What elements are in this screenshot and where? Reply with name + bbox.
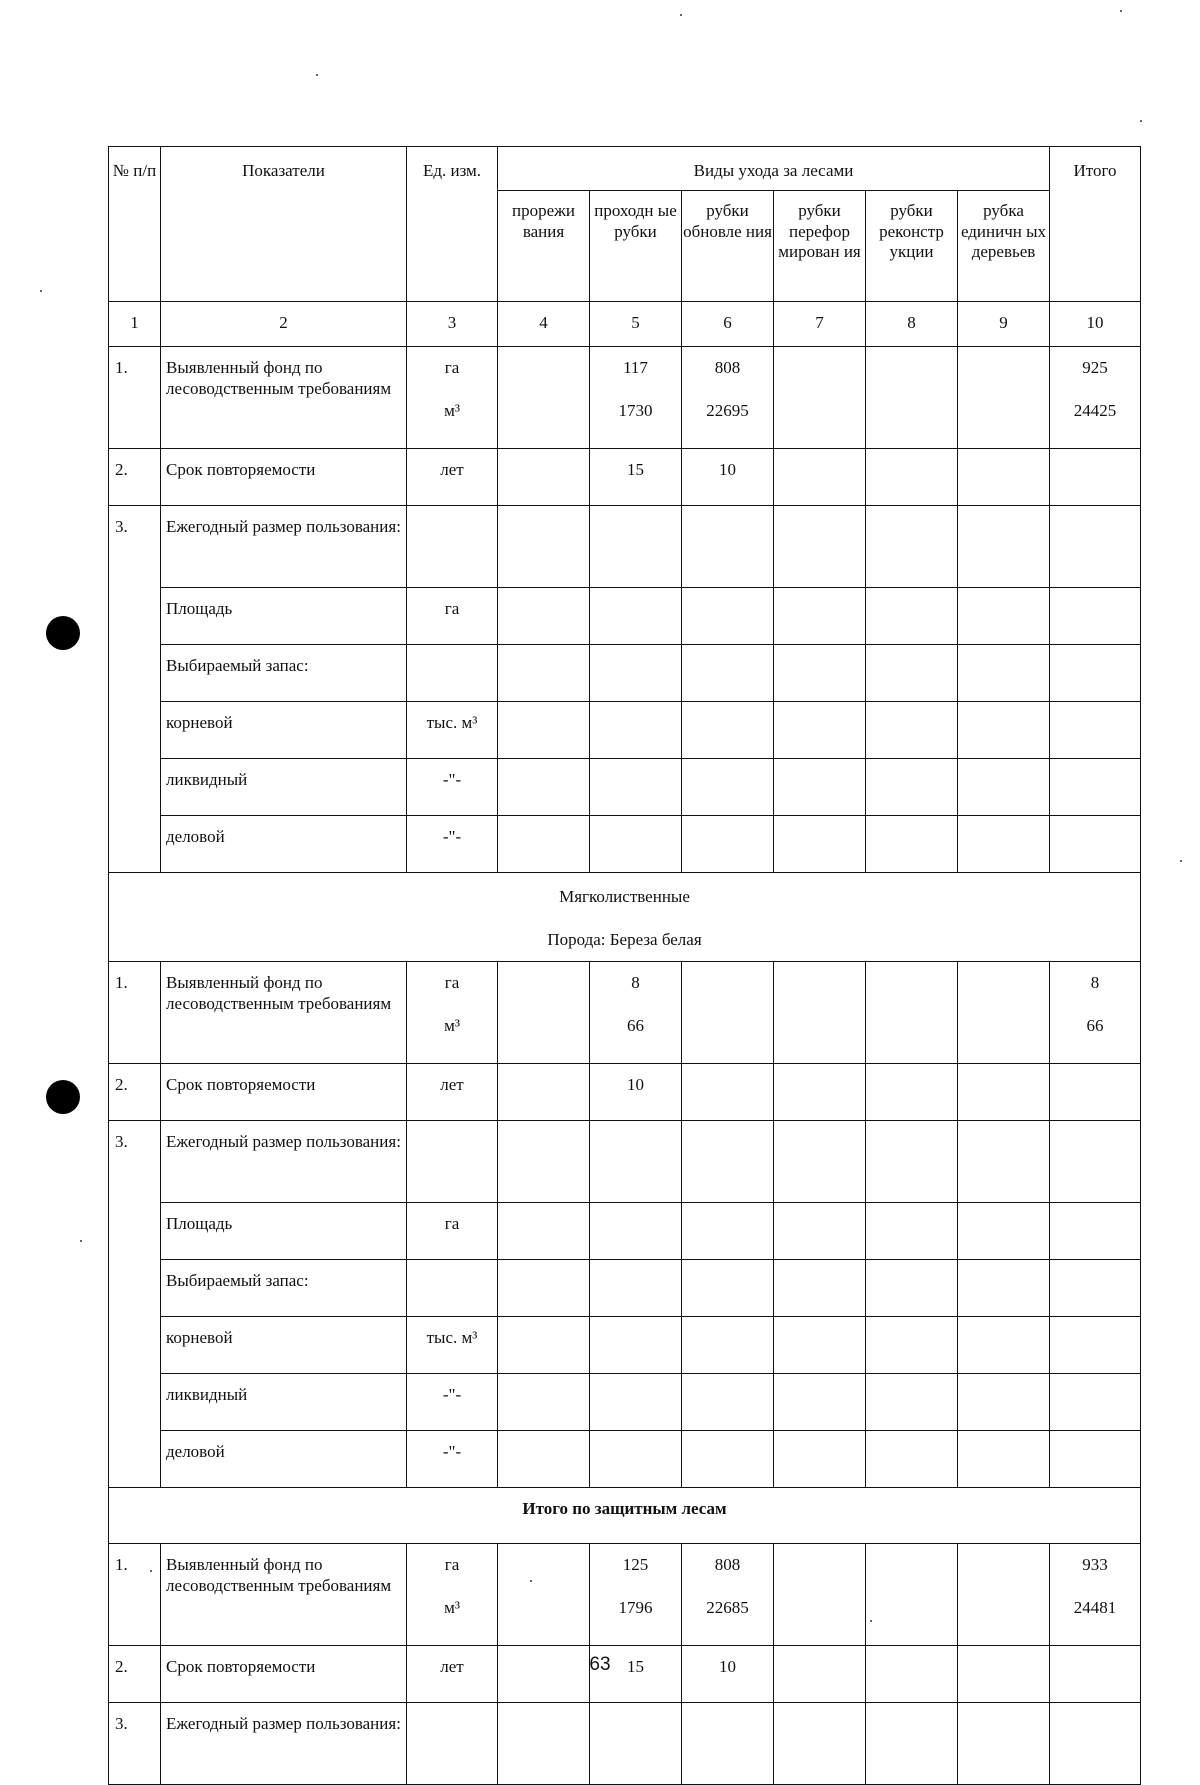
value-cell: 808 22685 [682, 1544, 774, 1646]
forest-care-table [108, 146, 1141, 1785]
value-cell: 8 66 [590, 962, 682, 1064]
empty-cell [866, 347, 958, 449]
section-row [109, 1488, 1141, 1544]
row-label: Выявленный фонд по лесоводственным требованиям [161, 1544, 407, 1646]
section-subtitle: Порода: Береза белая [547, 929, 702, 949]
row-number: 1. [109, 1544, 161, 1646]
row-number: 3. [109, 1703, 161, 1785]
row-label: Ежегодный размер пользования: [161, 1703, 407, 1785]
row-label: Ежегодный размер пользования: [161, 1121, 407, 1203]
col-index: 7 [774, 302, 866, 347]
col-index: 10 [1050, 302, 1141, 347]
col-reconstruction-cuts-header: рубки реконстр укции [866, 191, 958, 302]
value-cell: 10 [682, 449, 774, 506]
col-index: 3 [407, 302, 498, 347]
value-cell: 15 [590, 1646, 682, 1703]
col-index: 4 [498, 302, 590, 347]
empty-cell [774, 1544, 866, 1646]
punch-hole-bottom [46, 1080, 80, 1114]
row-number: 3. [109, 506, 161, 873]
scan-speck [40, 290, 42, 292]
row-number: 2. [109, 1064, 161, 1121]
col-care-types-header: Виды ухода за лесами [498, 147, 1050, 191]
table-row [109, 1431, 1141, 1488]
table-row [109, 449, 1141, 506]
table-row [109, 506, 1141, 588]
unit-cell: лет [407, 1064, 498, 1121]
table-row [109, 645, 1141, 702]
row-label: Выбираемый запас: [161, 1260, 407, 1317]
table-row [109, 759, 1141, 816]
value-cell: 10 [590, 1064, 682, 1121]
unit-cell: -"- [407, 816, 498, 873]
unit-cell: га [407, 1203, 498, 1260]
row-label: Выявленный фонд по лесоводственным требованиям [161, 962, 407, 1064]
table-row [109, 1703, 1141, 1785]
value-cell: 117 1730 [590, 347, 682, 449]
empty-cell [958, 962, 1050, 1064]
table-row [109, 1260, 1141, 1317]
empty-cell [498, 1544, 590, 1646]
col-index: 8 [866, 302, 958, 347]
row-label: Срок повторяемости [161, 1646, 407, 1703]
row-number: 1. [109, 347, 161, 449]
total-cell: 925 24425 [1050, 347, 1141, 449]
unit-cell: -"- [407, 1374, 498, 1431]
empty-cell [958, 347, 1050, 449]
punch-hole-top [46, 616, 80, 650]
col-renewal-cuts-header: рубки обновле ния [682, 191, 774, 302]
table-row [109, 588, 1141, 645]
row-label: Выявленный фонд по лесоводственным требованиям [161, 347, 407, 449]
col-thinning-header: прорежи вания [498, 191, 590, 302]
col-index: 5 [590, 302, 682, 347]
empty-cell [1050, 449, 1141, 506]
row-label: корневой [161, 702, 407, 759]
unit-cell: тыс. м³ [407, 702, 498, 759]
scan-speck [1120, 10, 1122, 12]
col-passing-cuts-header: проходн ые рубки [590, 191, 682, 302]
scan-speck [680, 14, 682, 16]
col-index: 9 [958, 302, 1050, 347]
empty-cell [866, 449, 958, 506]
empty-cell [866, 1544, 958, 1646]
empty-cell [682, 962, 774, 1064]
value-cell: 10 [682, 1646, 774, 1703]
unit-cell: -"- [407, 759, 498, 816]
empty-cell [774, 962, 866, 1064]
scan-speck [1180, 860, 1182, 862]
unit-cell: га [407, 588, 498, 645]
row-label: Срок повторяемости [161, 1064, 407, 1121]
table-row [109, 1317, 1141, 1374]
empty-cell [498, 449, 590, 506]
section-title: Мягколиственные [559, 887, 690, 906]
empty-cell [774, 449, 866, 506]
scan-speck [1140, 120, 1142, 122]
col-index: 1 [109, 302, 161, 347]
col-total-header: Итого [1050, 147, 1141, 302]
col-single-tree-cut-header: рубка единичн ых деревьев [958, 191, 1050, 302]
unit-cell: лет [407, 449, 498, 506]
unit-cell: га м³ [407, 347, 498, 449]
unit-cell: -"- [407, 1431, 498, 1488]
col-indicator-header: Показатели [161, 147, 407, 302]
empty-cell [498, 347, 590, 449]
table-row [109, 1203, 1141, 1260]
empty-cell [498, 962, 590, 1064]
scan-speck [316, 74, 318, 76]
section-title: Итого по защитным лесам [109, 1488, 1141, 1544]
row-number: 2. [109, 449, 161, 506]
row-label: Площадь [161, 588, 407, 645]
empty-cell [958, 449, 1050, 506]
table-row [109, 962, 1141, 1064]
row-label: Выбираемый запас: [161, 645, 407, 702]
empty-cell [958, 1544, 1050, 1646]
row-number: 1. [109, 962, 161, 1064]
empty-cell [774, 347, 866, 449]
empty-cell [866, 962, 958, 1064]
section-heading [109, 873, 1141, 962]
scan-speck [80, 1240, 82, 1242]
table-row [109, 1064, 1141, 1121]
table-row [109, 1544, 1141, 1646]
total-cell: 933 24481 [1050, 1544, 1141, 1646]
col-num-header: № п/п [109, 147, 161, 302]
value-cell: 125 1796 [590, 1544, 682, 1646]
table-row [109, 347, 1141, 449]
empty-cell [498, 1064, 590, 1121]
col-reformation-cuts-header: рубки перефор мирован ия [774, 191, 866, 302]
row-label: корневой [161, 1317, 407, 1374]
row-label: деловой [161, 1431, 407, 1488]
row-label: деловой [161, 816, 407, 873]
row-number: 3. [109, 1121, 161, 1488]
value-cell: 808 22695 [682, 347, 774, 449]
col-index: 2 [161, 302, 407, 347]
row-label: ликвидный [161, 1374, 407, 1431]
section-row [109, 873, 1141, 962]
table-row [109, 1374, 1141, 1431]
row-label: Ежегодный размер пользования: [161, 506, 407, 588]
unit-cell: га м³ [407, 962, 498, 1064]
unit-cell: га м³ [407, 1544, 498, 1646]
table-row [109, 702, 1141, 759]
row-number: 2. [109, 1646, 161, 1703]
total-cell: 8 66 [1050, 962, 1141, 1064]
value-cell: 15 [590, 449, 682, 506]
row-label: ликвидный [161, 759, 407, 816]
unit-cell: тыс. м³ [407, 1317, 498, 1374]
row-label: Срок повторяемости [161, 449, 407, 506]
col-unit-header: Ед. изм. [407, 147, 498, 302]
page-number: 63 [589, 1654, 611, 1675]
unit-cell: лет [407, 1646, 498, 1703]
table-row [109, 816, 1141, 873]
row-label: Площадь [161, 1203, 407, 1260]
col-index: 6 [682, 302, 774, 347]
table-row [109, 1121, 1141, 1203]
